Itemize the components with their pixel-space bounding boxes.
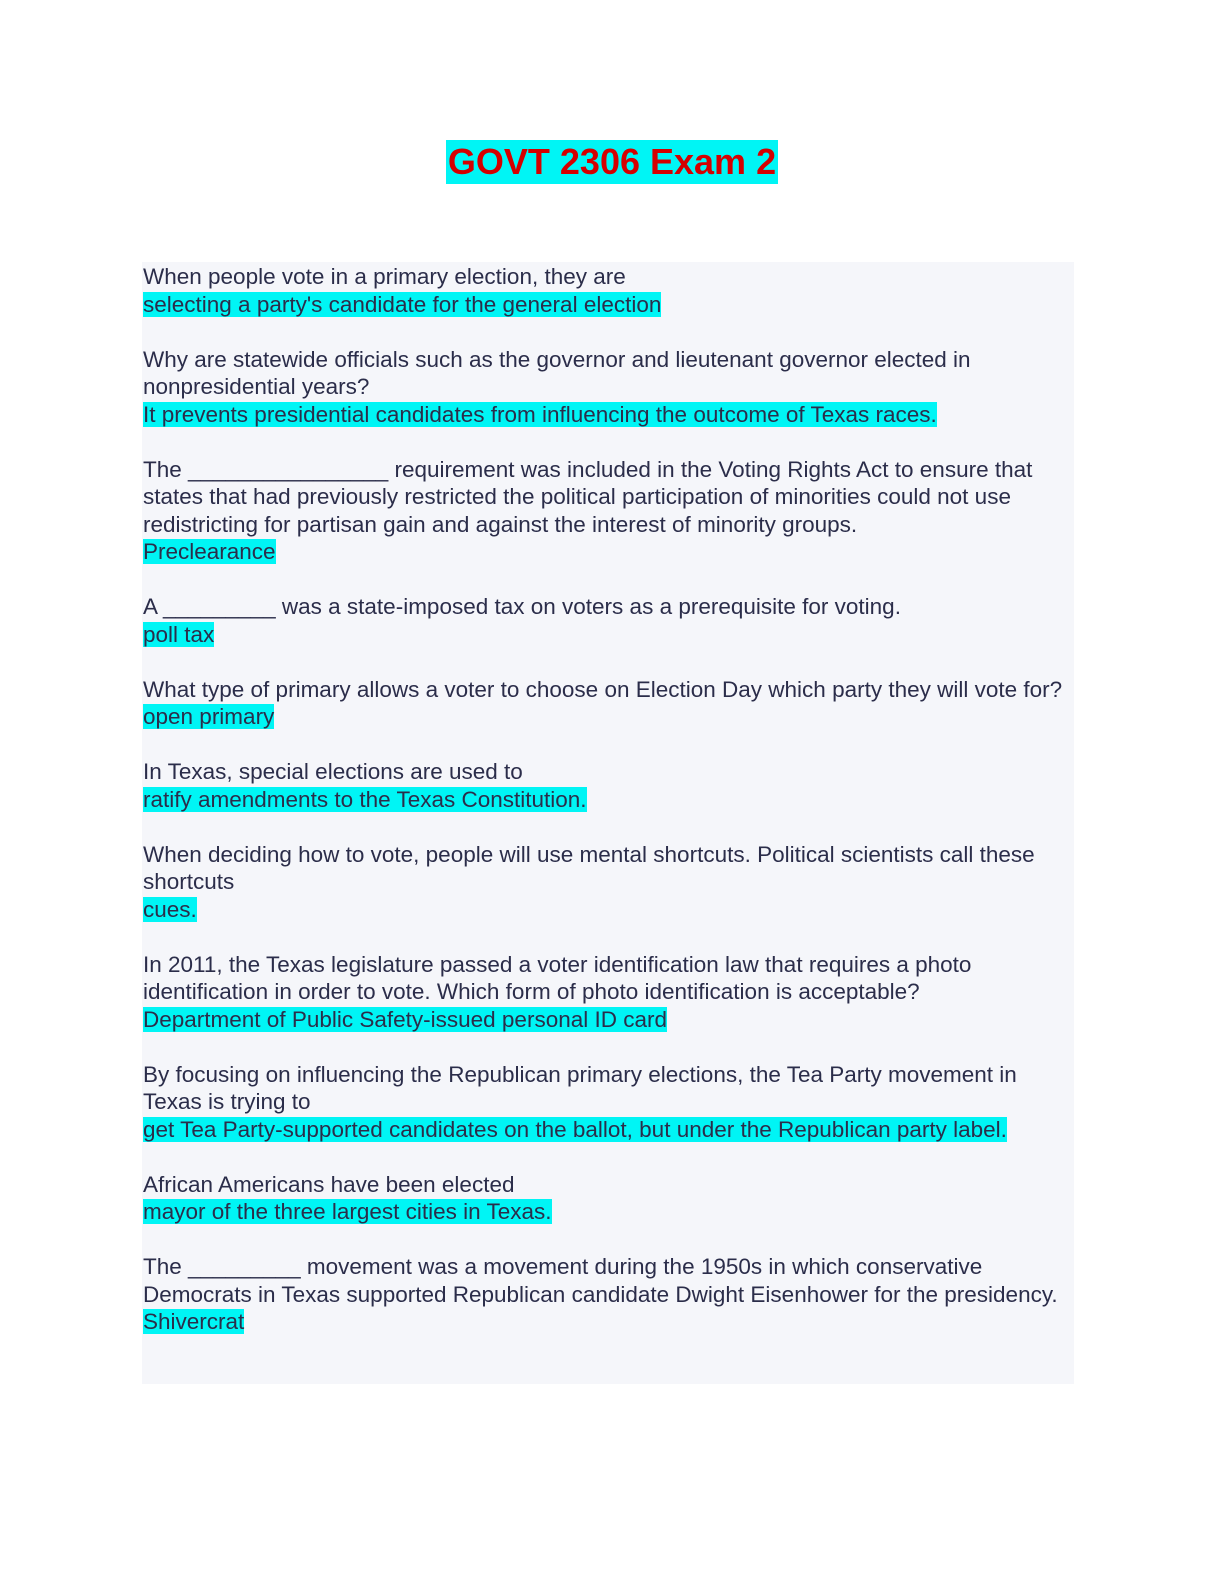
question-text: Why are statewide officials such as the governor and lieutenant governor elected in nonpresidential years? bbox=[143, 346, 971, 399]
answer-highlight: Preclearance bbox=[143, 539, 276, 564]
qa-item bbox=[143, 456, 1073, 566]
qa-item bbox=[143, 841, 1073, 924]
question-text: A _________ was a state-imposed tax on voters as a prerequisite for voting. bbox=[143, 594, 901, 619]
qa-item bbox=[143, 1171, 1073, 1226]
question-text: What type of primary allows a voter to choose on Election Day which party they will vote for? bbox=[143, 676, 1063, 702]
document-title: GOVT 2306 Exam 2 bbox=[447, 141, 777, 182]
qa-item bbox=[143, 1061, 1073, 1144]
answer-highlight: get Tea Party-supported candidates on the ballot, but under the Republican party label. bbox=[143, 1116, 1007, 1142]
answer-highlight: poll tax bbox=[143, 621, 215, 647]
question-text: When deciding how to vote, people will use mental shortcuts. Political scientists call these shortcuts bbox=[143, 841, 1035, 894]
question-text: In 2011, the Texas legislature passed a voter identification law that requires a photo identification in order to vote. Which form of photo identification is acceptable? bbox=[143, 951, 972, 1004]
answer-highlight: open primary bbox=[143, 704, 275, 729]
question-text: By focusing on influencing the Republican primary elections, the Tea Party movement in Texas is trying to bbox=[143, 1061, 1017, 1114]
qa-list bbox=[143, 263, 1073, 1363]
qa-item bbox=[143, 263, 1073, 318]
question-text: In Texas, special elections are used to bbox=[143, 759, 523, 784]
answer-highlight: Department of Public Safety-issued personal ID card bbox=[143, 1006, 668, 1032]
answer-highlight: cues. bbox=[143, 896, 197, 922]
question-text: The ________________ requirement was included in the Voting Rights Act to ensure that states that had previously restricted the political participation of minorities could not use redistricting for partisan gain and against the interest of minority groups. bbox=[143, 456, 1033, 537]
answer-highlight: selecting a party's candidate for the general election bbox=[143, 291, 662, 317]
qa-item bbox=[143, 951, 1073, 1034]
qa-item bbox=[143, 758, 1073, 813]
qa-item bbox=[143, 346, 1073, 429]
qa-item bbox=[143, 1253, 1073, 1336]
answer-highlight: ratify amendments to the Texas Constitution. bbox=[143, 786, 587, 812]
question-text: The _________ movement was a movement during the 1950s in which conservative Democrats in Texas supported Republican candidate Dwight Eisenhower for the presidency. bbox=[143, 1254, 1058, 1307]
title-container bbox=[0, 140, 1224, 184]
answer-highlight: It prevents presidential candidates from influencing the outcome of Texas races. bbox=[143, 401, 937, 427]
question-text: When people vote in a primary election, they are bbox=[143, 264, 626, 289]
qa-item bbox=[143, 676, 1073, 731]
qa-item bbox=[143, 593, 1073, 648]
question-text: African Americans have been elected bbox=[143, 1171, 515, 1197]
answer-highlight: Shivercrat bbox=[143, 1309, 245, 1334]
answer-highlight: mayor of the three largest cities in Texas. bbox=[143, 1199, 552, 1224]
